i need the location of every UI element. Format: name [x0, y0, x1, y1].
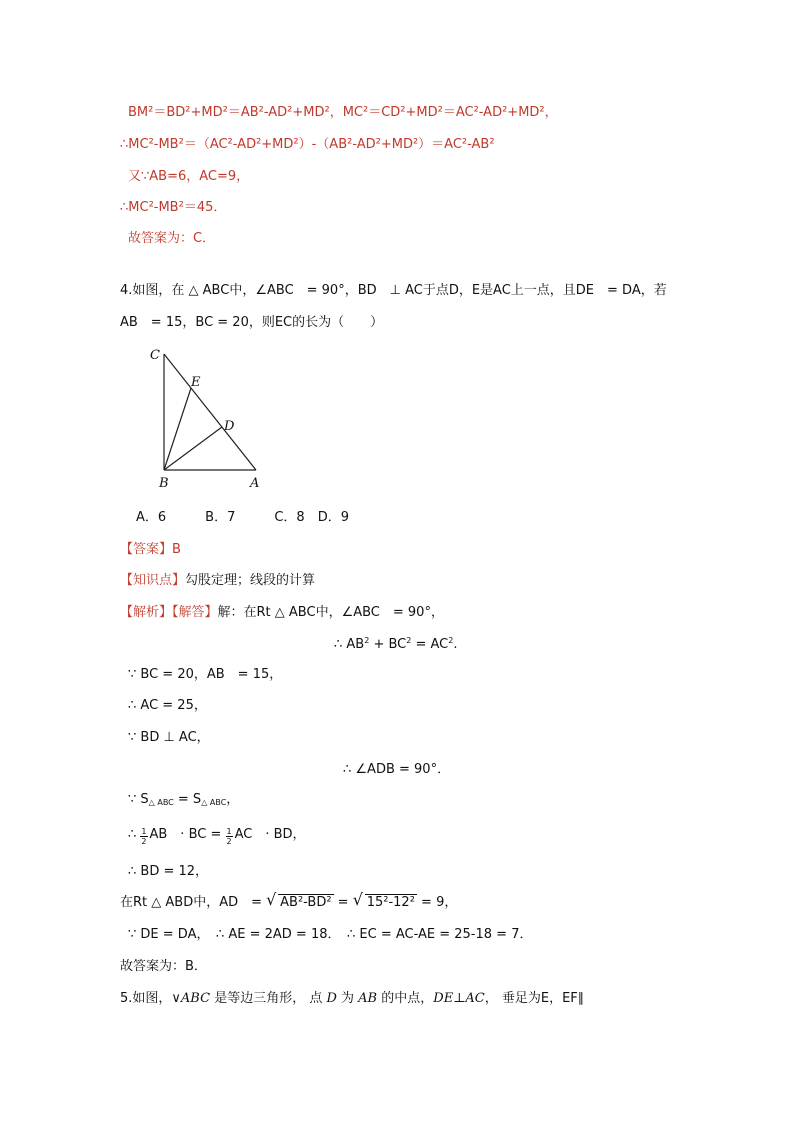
area-end: ， [226, 792, 240, 807]
prev-line-5: 故答案为：C． [128, 231, 216, 246]
step-bd: ∴ BD = 12， [128, 864, 209, 879]
step-pythagoras-ac: = AC [411, 637, 449, 652]
analysis-intro-text: 解：在Rt △ ABC中，∠ABC = 90°， [217, 605, 444, 620]
step-ac: ∴ AC = 25， [128, 698, 207, 713]
half-fraction-2: $\frac{1}{2}$ [226, 827, 232, 846]
point-label-a: A [250, 476, 260, 491]
q4-analysis-intro [120, 604, 444, 622]
q4-stem-line-2: AB = 15，BC = 20，则EC的长为（ ） [120, 315, 384, 330]
knowledge-label: 【知识点】 [120, 573, 186, 588]
ad-prefix: 在Rt △ ABD中，AD = [120, 895, 267, 910]
analysis-label: 【解析】【解答】 [120, 605, 218, 620]
step-given-lengths: ∵ BC = 20，AB = 15， [128, 667, 283, 682]
sqrt-2: √ 15²-12² [352, 890, 415, 910]
area-sub1: △ ABC [148, 798, 174, 807]
q5-point-d: D [326, 991, 337, 1006]
q4-knowledge [120, 572, 315, 590]
point-label-d: D [224, 419, 235, 434]
q5-i: ， 垂足为E，EF∥ [484, 991, 585, 1006]
prev-line-3: 又∵AB=6，AC=9， [128, 169, 250, 184]
q5-de-perp-ac: DE⊥AC [433, 991, 485, 1006]
area-sub2: △ ABC [201, 798, 227, 807]
segment-ca [164, 354, 256, 470]
q5-g: 的中点， [377, 991, 434, 1006]
ad-equals: = [333, 895, 353, 910]
point-label-b: B [159, 476, 169, 491]
step-right-angle: ∴ ∠ADB = 90°． [343, 762, 451, 777]
sqrt-1: √ AB²-BD² [266, 890, 332, 910]
q4-answer [120, 541, 181, 559]
q5-stem [120, 990, 584, 1008]
point-label-e: E [191, 375, 201, 390]
step-ec: ∵ DE = DA， ∴ AE = 2AD = 18． ∴ EC = AC-AE = 25-18 = 7． [128, 927, 533, 942]
area-s2: = S [173, 792, 202, 807]
q4-final-answer: 故答案为：B． [120, 959, 207, 974]
answer-label: 【答案】 [120, 542, 173, 557]
step-ad [120, 890, 458, 912]
formula-right: AC · BD， [234, 827, 306, 842]
q5-triangle: ∨ABC [171, 991, 211, 1006]
step-pythagoras-end: . [453, 637, 458, 652]
prev-line-2: ∴MC²-MB²＝（AC²-AD²+MD²）-（AB²-AD²+MD²）＝AC²-AB² [120, 137, 495, 152]
formula-left: AB · BC = [149, 827, 226, 842]
half-fraction-1: $\frac{1}{2}$ [141, 827, 147, 846]
answer-value: B [172, 542, 181, 557]
q5-ab: AB [358, 991, 378, 1006]
ad-result: = 9， [416, 895, 458, 910]
q4-options: A．6 B．7 C．8 D．9 [136, 510, 349, 525]
step-perpendicular: ∵ BD ⊥ AC， [128, 730, 210, 745]
segment-be [164, 388, 191, 470]
formula-therefore: ∴ [128, 827, 141, 842]
area-s1: ∵ S [128, 792, 149, 807]
segment-bd [164, 427, 222, 470]
q4-stem-line-1: 4.如图，在 △ ABC中，∠ABC = 90°，BD ⊥ AC于点D，E是AC上一点，且DE = DA，若 [120, 283, 667, 298]
step-area [128, 791, 239, 809]
q5-e: 为 [336, 991, 359, 1006]
step-pythagoras-ab: ∴ AB [334, 637, 365, 652]
knowledge-value: 勾股定理；线段的计算 [185, 573, 316, 588]
prev-line-1: BM²＝BD²+MD²＝AB²-AD²+MD²，MC²＝CD²+MD²＝AC²-AD²+MD²， [128, 105, 558, 120]
step-pythagoras: ∴ $AB^2 + BC^2 = AC^2$. [334, 636, 458, 652]
point-label-c: C [150, 348, 160, 363]
q5-c: 是等边三角形， 点 [210, 991, 327, 1006]
triangle-figure [140, 340, 270, 495]
step-area-formula [128, 826, 306, 846]
step-pythagoras-bc: + BC [369, 637, 407, 652]
prev-line-4: ∴MC²-MB²＝45． [120, 200, 227, 215]
q5-a: 5.如图， [120, 991, 172, 1006]
